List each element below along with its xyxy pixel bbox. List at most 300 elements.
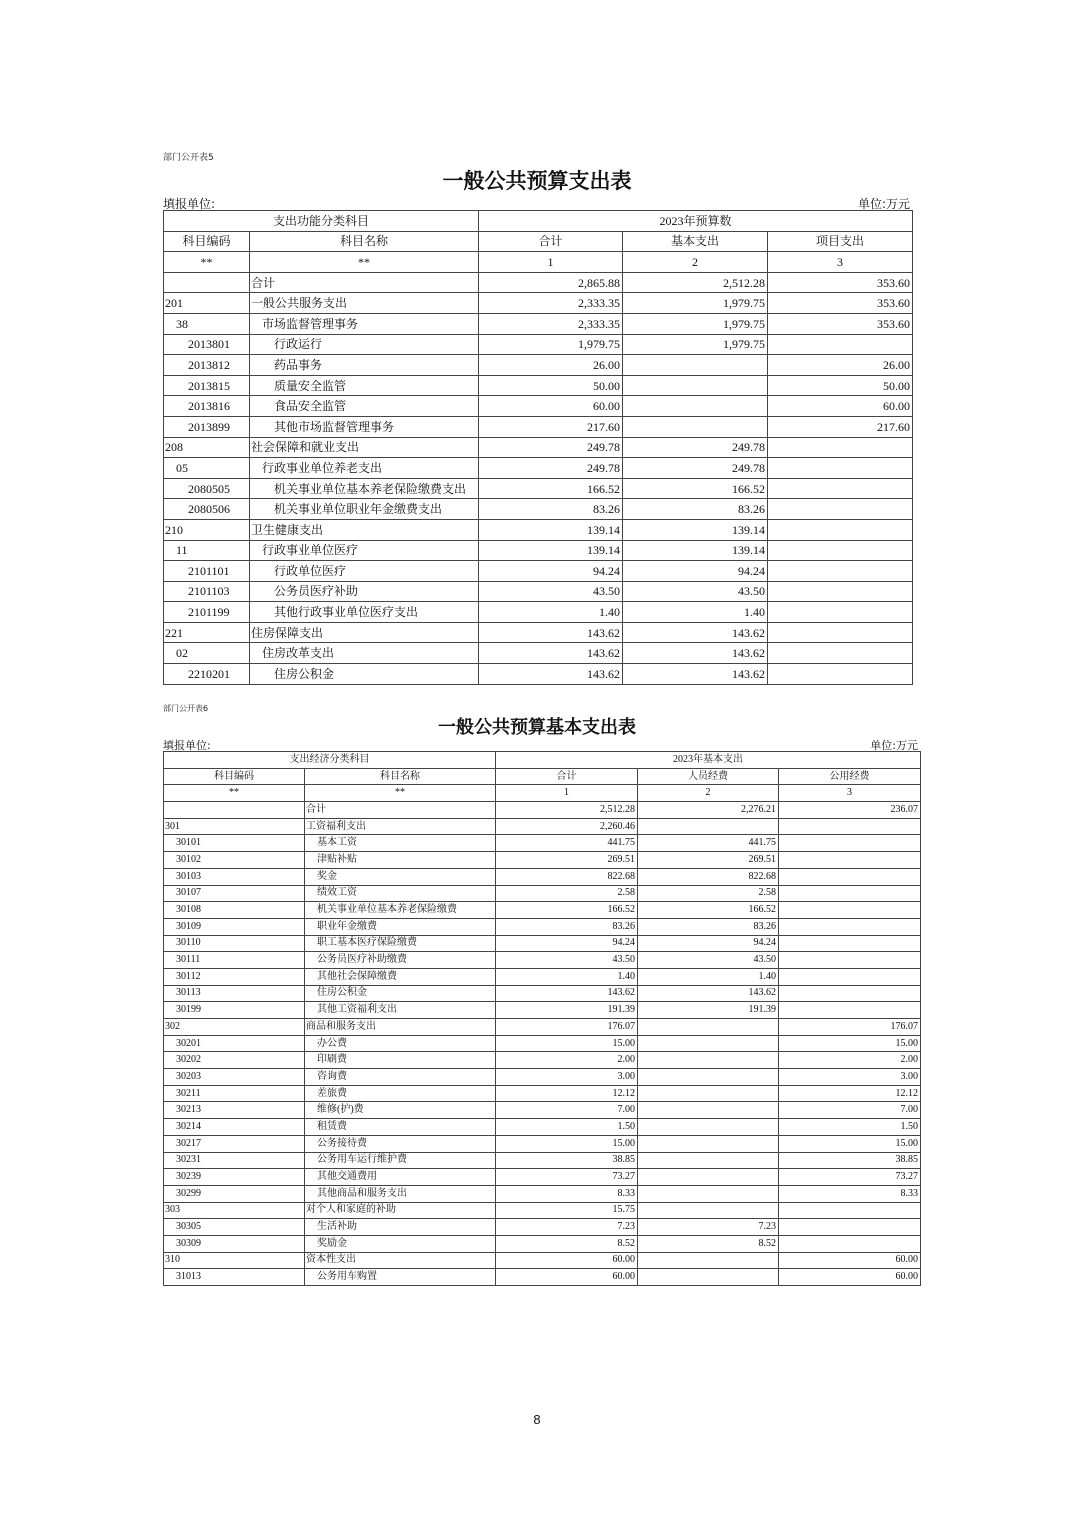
amount-cell	[779, 902, 921, 919]
code-cell: 30214	[164, 1119, 305, 1136]
table-row	[164, 1102, 921, 1119]
table-row	[164, 313, 913, 334]
name-cell: 行政事业单位养老支出	[250, 458, 479, 479]
amount-cell	[768, 437, 913, 458]
code-cell: 30102	[164, 852, 305, 869]
amount-cell: 139.14	[479, 540, 623, 561]
amount-cell	[768, 334, 913, 355]
amount-cell: 43.50	[479, 581, 623, 602]
header-group-left: 支出经济分类科目	[164, 752, 496, 769]
name-cell: 合计	[305, 802, 496, 819]
amount-cell: 143.62	[623, 622, 768, 643]
amount-cell	[779, 1002, 921, 1019]
table-row	[164, 1252, 921, 1269]
code-cell: 201	[164, 293, 250, 314]
amount-cell: 60.00	[496, 1252, 638, 1269]
name-cell: 机关事业单位基本养老保险缴费支出	[250, 478, 479, 499]
table-row	[164, 293, 913, 314]
index-cell: **	[164, 785, 305, 802]
amount-cell: 143.62	[479, 643, 623, 664]
name-cell: 公务接待费	[305, 1135, 496, 1152]
amount-cell	[768, 458, 913, 479]
name-cell: 公务员医疗补助缴费	[305, 952, 496, 969]
amount-cell	[779, 852, 921, 869]
amount-cell: 143.62	[638, 985, 779, 1002]
table-row	[164, 852, 921, 869]
code-cell: 30113	[164, 985, 305, 1002]
table-row	[164, 1269, 921, 1286]
table-row	[164, 437, 913, 458]
table-row	[164, 396, 913, 417]
amount-cell: 1,979.75	[479, 334, 623, 355]
name-cell: 药品事务	[250, 355, 479, 376]
column-header: 公用经费	[779, 768, 921, 785]
table1-title: 一般公共预算支出表	[442, 168, 632, 193]
amount-cell: 139.14	[479, 519, 623, 540]
amount-cell	[638, 1252, 779, 1269]
column-header: 科目编码	[164, 768, 305, 785]
amount-cell: 15.00	[779, 1035, 921, 1052]
amount-cell	[779, 985, 921, 1002]
amount-cell: 8.33	[496, 1185, 638, 1202]
index-cell: 3	[779, 785, 921, 802]
name-cell: 社会保障和就业支出	[250, 437, 479, 458]
table-row	[164, 1185, 921, 1202]
amount-cell: 2,512.28	[496, 802, 638, 819]
name-cell: 住房公积金	[250, 664, 479, 685]
table-row	[164, 499, 913, 520]
amount-cell: 60.00	[779, 1269, 921, 1286]
index-cell: 1	[496, 785, 638, 802]
amount-cell	[768, 602, 913, 623]
amount-cell	[779, 885, 921, 902]
code-cell: 2101199	[164, 602, 250, 623]
amount-cell: 1.40	[496, 968, 638, 985]
amount-cell	[779, 968, 921, 985]
amount-cell: 1.50	[496, 1119, 638, 1136]
code-cell: 30109	[164, 918, 305, 935]
name-cell: 卫生健康支出	[250, 519, 479, 540]
amount-cell	[768, 622, 913, 643]
amount-cell	[768, 581, 913, 602]
code-cell: 30201	[164, 1035, 305, 1052]
amount-cell: 15.75	[496, 1202, 638, 1219]
table2-unit-right: 单位:万元	[870, 739, 918, 752]
amount-cell: 1.40	[479, 602, 623, 623]
name-cell: 维修(护)费	[305, 1102, 496, 1119]
code-cell: 2013899	[164, 416, 250, 437]
amount-cell: 43.50	[638, 952, 779, 969]
name-cell: 奖金	[305, 868, 496, 885]
code-cell: 301	[164, 818, 305, 835]
amount-cell: 26.00	[479, 355, 623, 376]
amount-cell: 8.52	[496, 1235, 638, 1252]
amount-cell: 139.14	[623, 540, 768, 561]
code-cell: 30110	[164, 935, 305, 952]
amount-cell	[623, 375, 768, 396]
table-row	[164, 1202, 921, 1219]
name-cell: 津贴补贴	[305, 852, 496, 869]
amount-cell: 83.26	[623, 499, 768, 520]
name-cell: 其他行政事业单位医疗支出	[250, 602, 479, 623]
amount-cell	[638, 1119, 779, 1136]
amount-cell: 353.60	[768, 293, 913, 314]
table1-unit-right: 单位:万元	[857, 197, 910, 211]
amount-cell: 191.39	[496, 1002, 638, 1019]
code-cell: 210	[164, 519, 250, 540]
amount-cell: 83.26	[479, 499, 623, 520]
amount-cell	[638, 1052, 779, 1069]
amount-cell: 191.39	[638, 1002, 779, 1019]
amount-cell: 94.24	[623, 561, 768, 582]
amount-cell: 249.78	[623, 437, 768, 458]
general-budget-basic-expenditure-table	[163, 751, 921, 1286]
amount-cell: 441.75	[496, 835, 638, 852]
table-row	[164, 1035, 921, 1052]
amount-cell	[638, 818, 779, 835]
column-header: 科目名称	[250, 231, 479, 252]
name-cell: 职业年金缴费	[305, 918, 496, 935]
amount-cell	[638, 1169, 779, 1186]
column-header: 合计	[479, 231, 623, 252]
amount-cell: 249.78	[479, 458, 623, 479]
amount-cell: 176.07	[496, 1019, 638, 1036]
amount-cell: 269.51	[496, 852, 638, 869]
amount-cell: 441.75	[638, 835, 779, 852]
name-cell: 职工基本医疗保险缴费	[305, 935, 496, 952]
table-row	[164, 1085, 921, 1102]
amount-cell: 822.68	[496, 868, 638, 885]
code-cell: 31013	[164, 1269, 305, 1286]
table-row	[164, 1052, 921, 1069]
name-cell: 其他工资福利支出	[305, 1002, 496, 1019]
amount-cell: 38.85	[779, 1152, 921, 1169]
code-cell: 2101103	[164, 581, 250, 602]
amount-cell	[623, 355, 768, 376]
code-cell: 30111	[164, 952, 305, 969]
amount-cell	[779, 1235, 921, 1252]
name-cell: 市场监督管理事务	[250, 313, 479, 334]
table-row	[164, 952, 921, 969]
code-cell: 30299	[164, 1185, 305, 1202]
table2-unit-left: 填报单位:	[163, 739, 211, 752]
table-row	[164, 868, 921, 885]
name-cell: 合计	[250, 272, 479, 293]
code-cell: 30239	[164, 1169, 305, 1186]
column-header: 基本支出	[623, 231, 768, 252]
column-header: 人员经费	[638, 768, 779, 785]
table-row	[164, 885, 921, 902]
amount-cell: 353.60	[768, 272, 913, 293]
amount-cell	[779, 918, 921, 935]
amount-cell: 7.23	[496, 1219, 638, 1236]
table2-title: 一般公共预算基本支出表	[438, 717, 636, 738]
name-cell: 机关事业单位职业年金缴费支出	[250, 499, 479, 520]
name-cell: 奖励金	[305, 1235, 496, 1252]
name-cell: 差旅费	[305, 1085, 496, 1102]
amount-cell	[768, 519, 913, 540]
code-cell: 02	[164, 643, 250, 664]
name-cell: 印刷费	[305, 1052, 496, 1069]
table-row	[164, 968, 921, 985]
name-cell: 公务用车运行维护费	[305, 1152, 496, 1169]
amount-cell: 60.00	[479, 396, 623, 417]
code-cell	[164, 802, 305, 819]
amount-cell: 2,276.21	[638, 802, 779, 819]
table-row	[164, 458, 913, 479]
amount-cell	[779, 835, 921, 852]
table-row	[164, 602, 913, 623]
column-header: 项目支出	[768, 231, 913, 252]
amount-cell: 217.60	[768, 416, 913, 437]
amount-cell: 7.00	[496, 1102, 638, 1119]
amount-cell: 176.07	[779, 1019, 921, 1036]
code-cell: 2013812	[164, 355, 250, 376]
code-cell	[164, 272, 250, 293]
code-cell: 2080506	[164, 499, 250, 520]
table-row	[164, 643, 913, 664]
header-group-right: 2023年基本支出	[496, 752, 921, 769]
table-row	[164, 375, 913, 396]
amount-cell: 2.00	[496, 1052, 638, 1069]
table-index-row	[164, 252, 913, 273]
table-row	[164, 802, 921, 819]
table-row	[164, 334, 913, 355]
code-cell: 221	[164, 622, 250, 643]
amount-cell	[779, 952, 921, 969]
amount-cell: 1,979.75	[623, 293, 768, 314]
amount-cell: 3.00	[779, 1069, 921, 1086]
name-cell: 住房保障支出	[250, 622, 479, 643]
index-cell: 2	[638, 785, 779, 802]
code-cell: 30203	[164, 1069, 305, 1086]
name-cell: 其他市场监督管理事务	[250, 416, 479, 437]
table-row	[164, 622, 913, 643]
name-cell: 公务用车购置	[305, 1269, 496, 1286]
name-cell: 工资福利支出	[305, 818, 496, 835]
amount-cell: 94.24	[496, 935, 638, 952]
amount-cell: 94.24	[479, 561, 623, 582]
code-cell: 30202	[164, 1052, 305, 1069]
code-cell: 30101	[164, 835, 305, 852]
amount-cell	[638, 1019, 779, 1036]
table-row	[164, 664, 913, 685]
amount-cell: 249.78	[479, 437, 623, 458]
table-row	[164, 519, 913, 540]
name-cell: 质量安全监管	[250, 375, 479, 396]
code-cell: 38	[164, 313, 250, 334]
name-cell: 食品安全监管	[250, 396, 479, 417]
amount-cell: 2,333.35	[479, 313, 623, 334]
amount-cell	[623, 396, 768, 417]
amount-cell	[638, 1035, 779, 1052]
name-cell: 一般公共服务支出	[250, 293, 479, 314]
table2-label: 部门公开表6	[163, 704, 209, 713]
name-cell: 其他社会保障缴费	[305, 968, 496, 985]
code-cell: 30309	[164, 1235, 305, 1252]
amount-cell	[638, 1085, 779, 1102]
general-budget-expenditure-table	[163, 210, 913, 685]
code-cell: 05	[164, 458, 250, 479]
amount-cell: 2,333.35	[479, 293, 623, 314]
table-row	[164, 1019, 921, 1036]
table-row	[164, 835, 921, 852]
amount-cell: 2.58	[638, 885, 779, 902]
amount-cell: 8.33	[779, 1185, 921, 1202]
amount-cell: 83.26	[496, 918, 638, 935]
column-header: 科目编码	[164, 231, 250, 252]
table-row	[164, 272, 913, 293]
code-cell: 2101101	[164, 561, 250, 582]
amount-cell: 217.60	[479, 416, 623, 437]
amount-cell: 1.40	[623, 602, 768, 623]
code-cell: 30103	[164, 868, 305, 885]
table-header-group-row	[164, 752, 921, 769]
code-cell: 2013801	[164, 334, 250, 355]
amount-cell: 73.27	[496, 1169, 638, 1186]
amount-cell	[779, 1202, 921, 1219]
table-row	[164, 416, 913, 437]
name-cell: 租赁费	[305, 1119, 496, 1136]
name-cell: 资本性支出	[305, 1252, 496, 1269]
amount-cell	[779, 868, 921, 885]
amount-cell	[638, 1069, 779, 1086]
amount-cell: 50.00	[768, 375, 913, 396]
name-cell: 对个人和家庭的补助	[305, 1202, 496, 1219]
code-cell: 30211	[164, 1085, 305, 1102]
name-cell: 生活补助	[305, 1219, 496, 1236]
amount-cell	[779, 818, 921, 835]
table-header-group-row	[164, 211, 913, 232]
amount-cell: 822.68	[638, 868, 779, 885]
amount-cell: 166.52	[479, 478, 623, 499]
amount-cell: 236.07	[779, 802, 921, 819]
code-cell: 30217	[164, 1135, 305, 1152]
name-cell: 其他商品和服务支出	[305, 1185, 496, 1202]
amount-cell: 43.50	[496, 952, 638, 969]
name-cell: 办公费	[305, 1035, 496, 1052]
table-row	[164, 355, 913, 376]
code-cell: 2210201	[164, 664, 250, 685]
name-cell: 其他交通费用	[305, 1169, 496, 1186]
amount-cell: 139.14	[623, 519, 768, 540]
table-row	[164, 1135, 921, 1152]
table-row	[164, 985, 921, 1002]
amount-cell: 60.00	[496, 1269, 638, 1286]
column-header: 科目名称	[305, 768, 496, 785]
index-cell: **	[164, 252, 250, 273]
amount-cell: 94.24	[638, 935, 779, 952]
amount-cell: 143.62	[479, 622, 623, 643]
code-cell: 30107	[164, 885, 305, 902]
amount-cell: 15.00	[496, 1035, 638, 1052]
code-cell: 30305	[164, 1219, 305, 1236]
header-group-right: 2023年预算数	[479, 211, 913, 232]
amount-cell: 12.12	[779, 1085, 921, 1102]
table-row	[164, 1219, 921, 1236]
code-cell: 2013815	[164, 375, 250, 396]
amount-cell: 143.62	[496, 985, 638, 1002]
index-cell: 1	[479, 252, 623, 273]
amount-cell	[768, 643, 913, 664]
name-cell: 行政单位医疗	[250, 561, 479, 582]
amount-cell: 12.12	[496, 1085, 638, 1102]
page-number: 8	[533, 1412, 541, 1427]
code-cell: 30112	[164, 968, 305, 985]
amount-cell	[779, 1219, 921, 1236]
name-cell: 机关事业单位基本养老保险缴费	[305, 902, 496, 919]
table-row	[164, 1119, 921, 1136]
code-cell: 30108	[164, 902, 305, 919]
amount-cell: 15.00	[779, 1135, 921, 1152]
amount-cell: 166.52	[623, 478, 768, 499]
table-row	[164, 818, 921, 835]
amount-cell: 7.23	[638, 1219, 779, 1236]
amount-cell	[768, 540, 913, 561]
code-cell: 310	[164, 1252, 305, 1269]
table-row	[164, 540, 913, 561]
table-row	[164, 1002, 921, 1019]
amount-cell: 73.27	[779, 1169, 921, 1186]
name-cell: 咨询费	[305, 1069, 496, 1086]
table-row	[164, 935, 921, 952]
name-cell: 住房改革支出	[250, 643, 479, 664]
index-cell: 2	[623, 252, 768, 273]
amount-cell	[638, 1102, 779, 1119]
amount-cell: 2,260.46	[496, 818, 638, 835]
amount-cell: 1.40	[638, 968, 779, 985]
name-cell: 行政运行	[250, 334, 479, 355]
code-cell: 30231	[164, 1152, 305, 1169]
name-cell: 行政事业单位医疗	[250, 540, 479, 561]
code-cell: 30213	[164, 1102, 305, 1119]
amount-cell	[779, 935, 921, 952]
amount-cell	[638, 1185, 779, 1202]
amount-cell: 1,979.75	[623, 313, 768, 334]
amount-cell: 143.62	[623, 664, 768, 685]
amount-cell: 2.00	[779, 1052, 921, 1069]
amount-cell: 15.00	[496, 1135, 638, 1152]
name-cell: 公务员医疗补助	[250, 581, 479, 602]
code-cell: 302	[164, 1019, 305, 1036]
amount-cell: 3.00	[496, 1069, 638, 1086]
code-cell: 2013816	[164, 396, 250, 417]
amount-cell: 43.50	[623, 581, 768, 602]
table-row	[164, 1169, 921, 1186]
amount-cell: 7.00	[779, 1102, 921, 1119]
table-row	[164, 561, 913, 582]
table-index-row	[164, 785, 921, 802]
amount-cell: 166.52	[638, 902, 779, 919]
amount-cell: 143.62	[479, 664, 623, 685]
index-cell: **	[250, 252, 479, 273]
code-cell: 30199	[164, 1002, 305, 1019]
name-cell: 住房公积金	[305, 985, 496, 1002]
code-cell: 11	[164, 540, 250, 561]
table-row	[164, 902, 921, 919]
amount-cell: 143.62	[623, 643, 768, 664]
table-row	[164, 1152, 921, 1169]
amount-cell: 8.52	[638, 1235, 779, 1252]
table-header-row	[164, 231, 913, 252]
amount-cell: 249.78	[623, 458, 768, 479]
amount-cell: 1,979.75	[623, 334, 768, 355]
table-row	[164, 918, 921, 935]
index-cell: **	[305, 785, 496, 802]
header-group-left: 支出功能分类科目	[164, 211, 479, 232]
index-cell: 3	[768, 252, 913, 273]
amount-cell: 60.00	[768, 396, 913, 417]
